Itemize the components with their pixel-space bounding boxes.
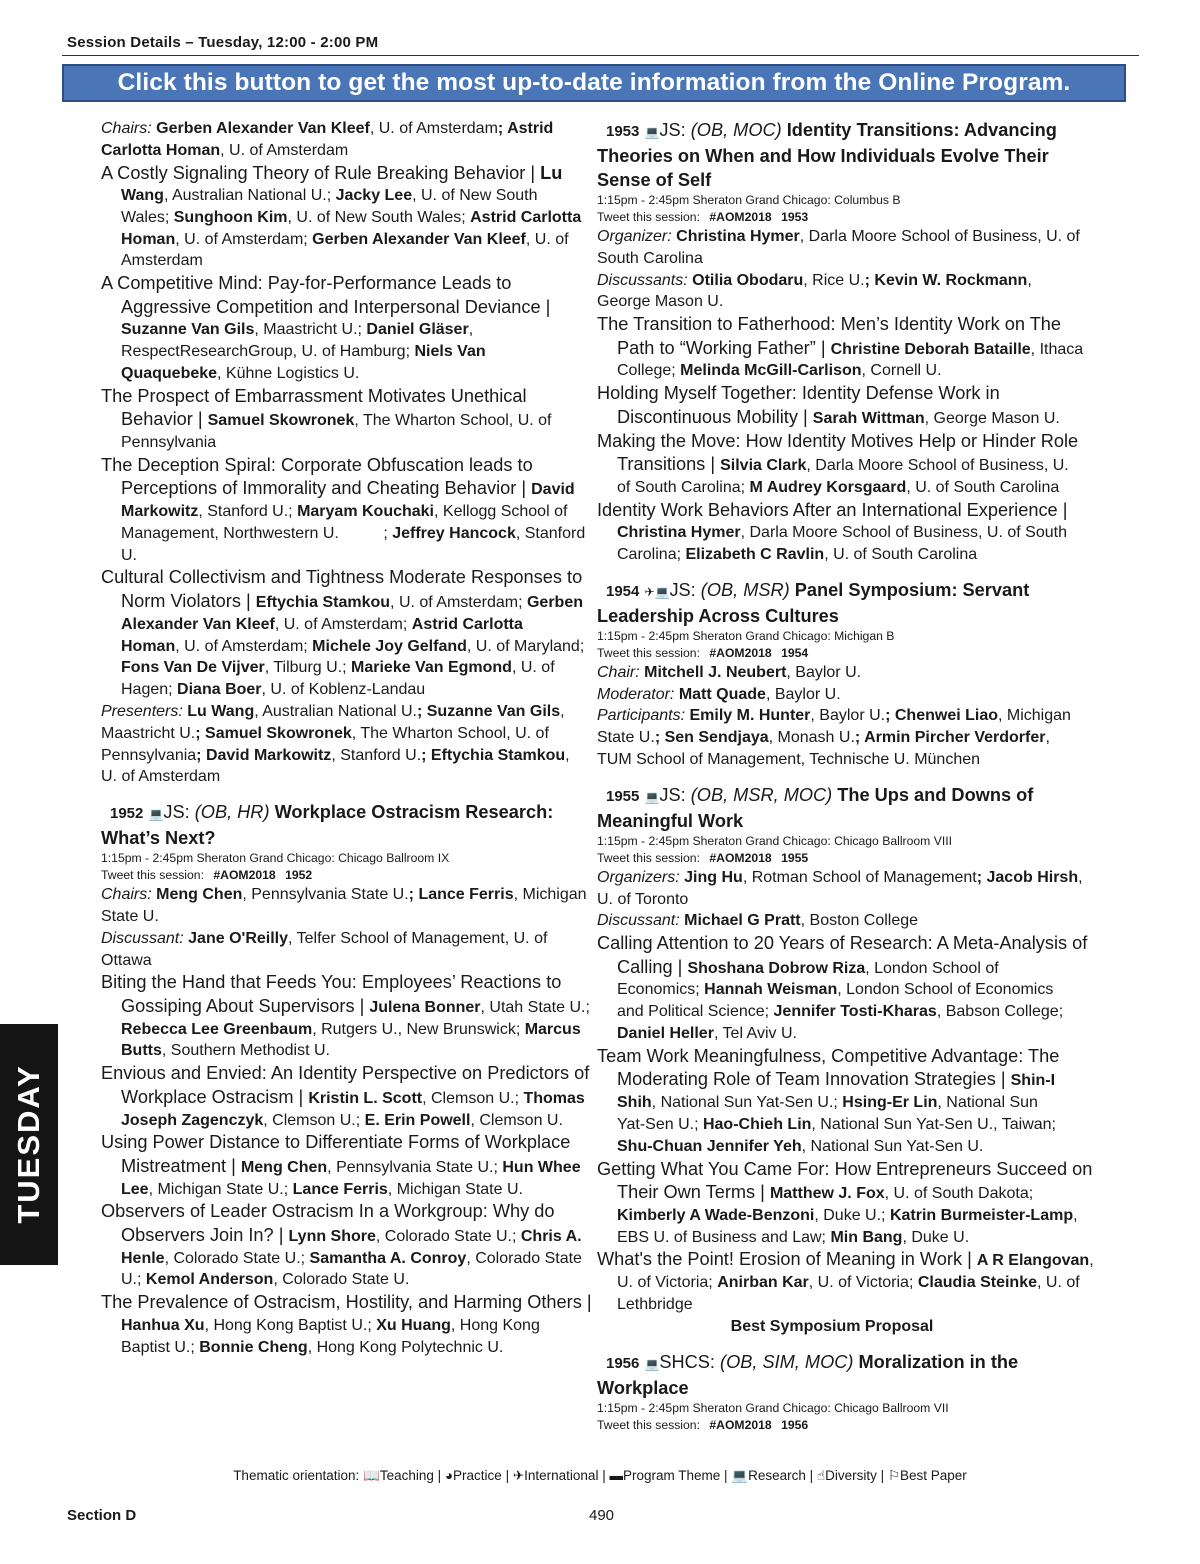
page-header-title: Session Details – Tuesday, 12:00 - 2:00 PM <box>67 34 379 51</box>
paper-title[interactable]: Getting What You Came For: How Entrepreneurs Succeed on <box>597 1158 1093 1179</box>
page-number: 490 <box>589 1507 615 1524</box>
tweet-session[interactable]: Tweet this session: #AOM2018 1953 <box>597 210 809 224</box>
session-time-location: 1:15pm - 2:45pm Sheraton Grand Chicago: Michigan B <box>597 628 895 643</box>
book-icon: 📖 <box>363 1468 380 1483</box>
paper-title[interactable]: Holding Myself Together: Identity Defense Work in <box>597 383 1000 404</box>
tweet-session[interactable]: Tweet this session: #AOM2018 1955 <box>597 850 809 865</box>
laptop-icon: 💻 <box>644 789 660 804</box>
program-theme-icon: ▬ <box>609 1468 623 1483</box>
best-symposium-award: Best Symposium Proposal <box>730 1317 934 1335</box>
paper-title[interactable]: Using Power Distance to Differentiate Forms of Workplace <box>101 1132 571 1153</box>
paper-title[interactable]: The Prospect of Embarrassment Motivates Unethical <box>101 385 527 406</box>
paper-title[interactable]: Biting the Hand that Feeds You: Employees’ Reactions to <box>101 972 562 993</box>
paper-title[interactable]: Identity Work Behaviors After an International Experience | <box>597 499 1068 520</box>
session-time-location: 1:15pm - 2:45pm Sheraton Grand Chicago: Chicago Ballroom VII <box>597 1400 949 1415</box>
presenters: Presenters: Lu Wang, Australian National U.; Suzanne Van Gils, <box>101 702 565 720</box>
laptop-icon: 💻 <box>654 584 670 599</box>
session-1952-title[interactable]: 1952 💻JS: (OB, HR) Workplace Ostracism Research: <box>110 802 554 823</box>
right-column: 1953 💻JS: (OB, MOC) Identity Transitions: Advancing Theories on When and How Individuals Evolve Their Sense of Self 1:15pm - 2:45pm Sheraton Grand Chicago: Columbus B Tweet this session: #AOM2018 1953 Organizer: Christina Hymer, Darla Moore School of Business, U. of South Carolina Discussants: Otilia Obodaru, Rice U.; Kevin W. Rockmann, George Mason U. The Transition to Fatherhood: Men’s Identity Work on The Path to “Working Father” | Christine Deborah Bataille, Ithaca College; Melinda McGill-Carlison, Cornell U. Holding Myself Together: Identity Defense Work in Discontinuous Mobility | Sarah Wittman, George Mason U. Making the Move: How Identity Motives Help or Hinder Role Transitions | Silvia Clark, Darla Moore School of Business, U. of South Carolina; M Audrey Korsgaard, U. of South Carolina Identity Work Behaviors After an International Experience | Christina Hymer, Darla Moore School of Business, U. of South Carolina; Elizabeth C Ravlin, U. of South Carolina 1954 ✈💻JS: (OB, MSR) Panel Symposium: Servant Leadership Across Cultures 1:15pm - 2:45pm Sheraton Grand Chicago: Michigan B Tweet this session: #AOM2018 1954 Chair: Mitchell J. Neubert, Baylor U. Moderator: Matt Quade, Baylor U. Participants: Emily M. Hunter, Baylor U.; Chenwei Liao, Michigan State U.; Sen Sendjaya, Monash U.; Armin Pircher Verdorfer, TUM School of Management, Technische U. München 1955 💻JS: (OB, MSR, MOC) The Ups and Downs of Meaningful Work 1:15pm - 2:45pm Sheraton Grand Chicago: Chicago Ballroom VIII Tweet this session: #AOM2018 1955 Organizers: Jing Hu, Rotman School of Management; Jacob Hirsh, U. of Toronto Discussant: Michael G Pratt, Boston College Calling Attention to 20 Years of Research: A Meta-Analysis of Calling | Shoshana Dobrow Riza, London School of Economics; Hannah Weisman, London School of Economics and Political Science; Jennifer Tosti-Kharas, Babson College; Daniel Heller, Tel Aviv U. Team Work Meaningfulness, Competitive Advantage: The Moderating Role of Team Innovation Strategies | Shin-I Shih, National Sun Yat-Sen U.; Hsing-Er Lin, National Sun Yat-Sen U.; Hao-Chieh Lin, National Sun Yat-Sen U., Taiwan; Shu-Chuan Jennifer Yeh, National Sun Yat-Sen U. Getting What You Came For: How Entrepreneurs Succeed on Their Own Terms | Matthew J. Fox, U. of South Dakota; Kimberly A Wade-Benzoni, Duke U.; Katrin Burmeister-Lamp, EBS U. of Business and Law; Min Bang, Duke U. What's the Point! Erosion of Meaning in Work | A R Elangovan, U. of Victoria; Anirban Kar, U. of Victoria; Claudia Steinke, U. of Lethbridge Best Symposium Proposal 1956 💻SHCS: (OB, SIM, MOC) Moralization in the Workplace 1:15pm - 2:45pm Sheraton Grand Chicago: Chicago Ballroom VII Tweet this session: #AOM2018 1956 <box>597 120 1094 1432</box>
practice-icon: ◕ <box>444 1468 454 1483</box>
session-time-location: 1:15pm - 2:45pm Sheraton Grand Chicago: Chicago Ballroom IX <box>101 851 450 866</box>
left-column: Chairs: Gerben Alexander Van Kleef, U. of Amsterdam; Astrid Carlotta Homan, U. of Amsterdam A Costly Signaling Theory of Rule Breaking Behavior | Lu Wang, Australian National U.; Jacky Lee, U. of New South Wales; Sunghoon Kim, U. of New South Wales; Astrid Carlotta Homan, U. of Amsterdam; Gerben Alexander Van Kleef, U. of Amsterdam A Competitive Mind: Pay-for-Performance Leads to Aggressive Competition and Interpersonal Deviance | Suzanne Van Gils, Maastricht U.; Daniel Gläser, RespectResearchGroup, U. of Hamburg; Niels Van Quaquebeke, Kühne Logistics U. The Prospect of Embarrassment Motivates Unethical Behavior | Samuel Skowronek, The Wharton School, U. of Pennsylvania The Deception Spiral: Corporate Obfuscation leads to Perceptions of Immorality and Cheating Behavior | David Markowitz, Stanford U.; Maryam Kouchaki, Kellogg School of Management, Northwestern U. ; Jeffrey Hancock, Stanford U. Cultural Collectivism and Tightness Moderate Responses to Norm Violators | Eftychia Stamkou, U. of Amsterdam; Gerben Alexander Van Kleef, U. of Amsterdam; Astrid Carlotta Homan, U. of Amsterdam; Michele Joy Gelfand, U. of Maryland; Fons Van De Vijver, Tilburg U.; Marieke Van Egmond, U. of Hagen; Diana Boer, U. of Koblenz-Landau Presenters: Lu Wang, Australian National U.; Suzanne Van Gils, Maastricht U.; Samuel Skowronek, The Wharton School, U. of Pennsylvania; David Markowitz, Stanford U.; Eftychia Stamkou, U. of Amsterdam 1952 💻JS: (OB, HR) Workplace Ostracism Research: What’s Next? 1:15pm - 2:45pm Sheraton Grand Chicago: Chicago Ballroom IX Tweet this session: #AOM2018 1952 Chairs: Meng Chen, Pennsylvania State U.; Lance Ferris, Michigan State U. Discussant: Jane O'Reilly, Telfer School of Management, U. of Ottawa Biting the Hand that Feeds You: Employees’ Reactions to Gossiping About Supervisors | Julena Bonner, Utah State U.; Rebecca Lee Greenbaum, Rutgers U., New Brunswick; Marcus Butts, Southern Methodist U. Envious and Envied: An Identity Perspective on Predictors of Workplace Ostracism | Kristin L. Scott, Clemson U.; Thomas Joseph Zagenczyk, Clemson U.; E. Erin Powell, Clemson U. Using Power Distance to Differentiate Forms of Workplace Mistreatment | Meng Chen, Pennsylvania State U.; Hun Whee Lee, Michigan State U.; Lance Ferris, Michigan State U. Observers of Leader Ostracism In a Workgroup: Why do Observers Join In? | Lynn Shore, Colorado State U.; Chris A. Henle, Colorado State U.; Samantha A. Conroy, Colorado State U.; Kemol Anderson, Colorado State U. The Prevalence of Ostracism, Hostility, and Harming Others | Hanhua Xu, Hong Kong Baptist U.; Xu Huang, Hong Kong Baptist U.; Bonnie Cheng, Hong Kong Polytechnic U. <box>101 120 592 1356</box>
paper-title[interactable]: Team Work Meaningfulness, Competitive Advantage: The <box>597 1045 1060 1066</box>
session-1953-title[interactable]: 1953 💻JS: (OB, MOC) Identity Transitions: Advancing <box>606 120 1057 140</box>
tweet-session[interactable]: Tweet this session: #AOM2018 1952 <box>101 868 313 883</box>
paper-title[interactable]: Envious and Envied: An Identity Perspective on Predictors of <box>101 1063 590 1084</box>
tweet-session[interactable]: Tweet this session: #AOM2018 1954 <box>597 645 809 660</box>
session-1954-title[interactable]: 1954 ✈💻JS: (OB, MSR) Panel Symposium: Servant <box>606 579 1030 600</box>
paper-title[interactable]: Cultural Collectivism and Tightness Moderate Responses to <box>101 567 583 588</box>
paper-title[interactable]: Calling Attention to 20 Years of Research: A Meta-Analysis of <box>597 933 1088 954</box>
laptop-icon: 💻 <box>731 1468 749 1483</box>
session-1956-title[interactable]: 1956 💻SHCS: (OB, SIM, MOC) Moralization in the <box>606 1351 1019 1372</box>
laptop-icon: 💻 <box>148 807 164 822</box>
paper-title[interactable]: The Deception Spiral: Corporate Obfuscation leads to <box>101 454 533 475</box>
laptop-icon: 💻 <box>644 125 660 139</box>
tweet-session[interactable]: Tweet this session: #AOM2018 1956 <box>597 1417 809 1432</box>
flag-icon: ⚐ <box>887 1468 901 1483</box>
paper-title[interactable]: The Transition to Fatherhood: Men’s Identity Work on The <box>597 314 1062 335</box>
day-side-tab: TUESDAY <box>0 1024 58 1265</box>
paper-title[interactable]: What's the Point! Erosion of Meaning in Work | A R Elangovan, <box>597 1249 1094 1270</box>
paper-title[interactable]: Making the Move: How Identity Motives Help or Hinder Role <box>597 430 1079 451</box>
session-1955-title[interactable]: 1955 💻JS: (OB, MSR, MOC) The Ups and Downs of <box>606 784 1034 805</box>
session-chairs: Chairs: Gerben Alexander Van Kleef, U. of Amsterdam; Astrid <box>101 120 554 137</box>
header-divider <box>62 55 1139 56</box>
airplane-icon: ✈ <box>512 1468 525 1483</box>
diversity-icon: ☝ <box>816 1468 826 1483</box>
paper-title[interactable]: A Costly Signaling Theory of Rule Breaking Behavior | Lu <box>101 162 563 183</box>
laptop-icon: 💻 <box>644 1356 660 1371</box>
online-program-button[interactable]: Click this button to get the most up-to-date information from the Online Program. <box>62 64 1126 102</box>
thematic-legend: Thematic orientation: 📖Teaching | ◕Practice | ✈International | ▬Program Theme | 💻Research | ☝Diversity | ⚐Best Paper <box>233 1468 967 1483</box>
session-time-location: 1:15pm - 2:45pm Sheraton Grand Chicago: Chicago Ballroom VIII <box>597 833 952 848</box>
section-label: Section D <box>67 1507 137 1524</box>
paper-title[interactable]: A Competitive Mind: Pay-for-Performance Leads to <box>101 273 512 294</box>
paper-title[interactable]: Observers of Leader Ostracism In a Workgroup: Why do <box>101 1201 555 1222</box>
airplane-icon: ✈ <box>644 584 655 599</box>
session-time-location: 1:15pm - 2:45pm Sheraton Grand Chicago: Columbus B <box>597 193 901 207</box>
paper-title[interactable]: The Prevalence of Ostracism, Hostility, and Harming Others | <box>101 1292 592 1313</box>
